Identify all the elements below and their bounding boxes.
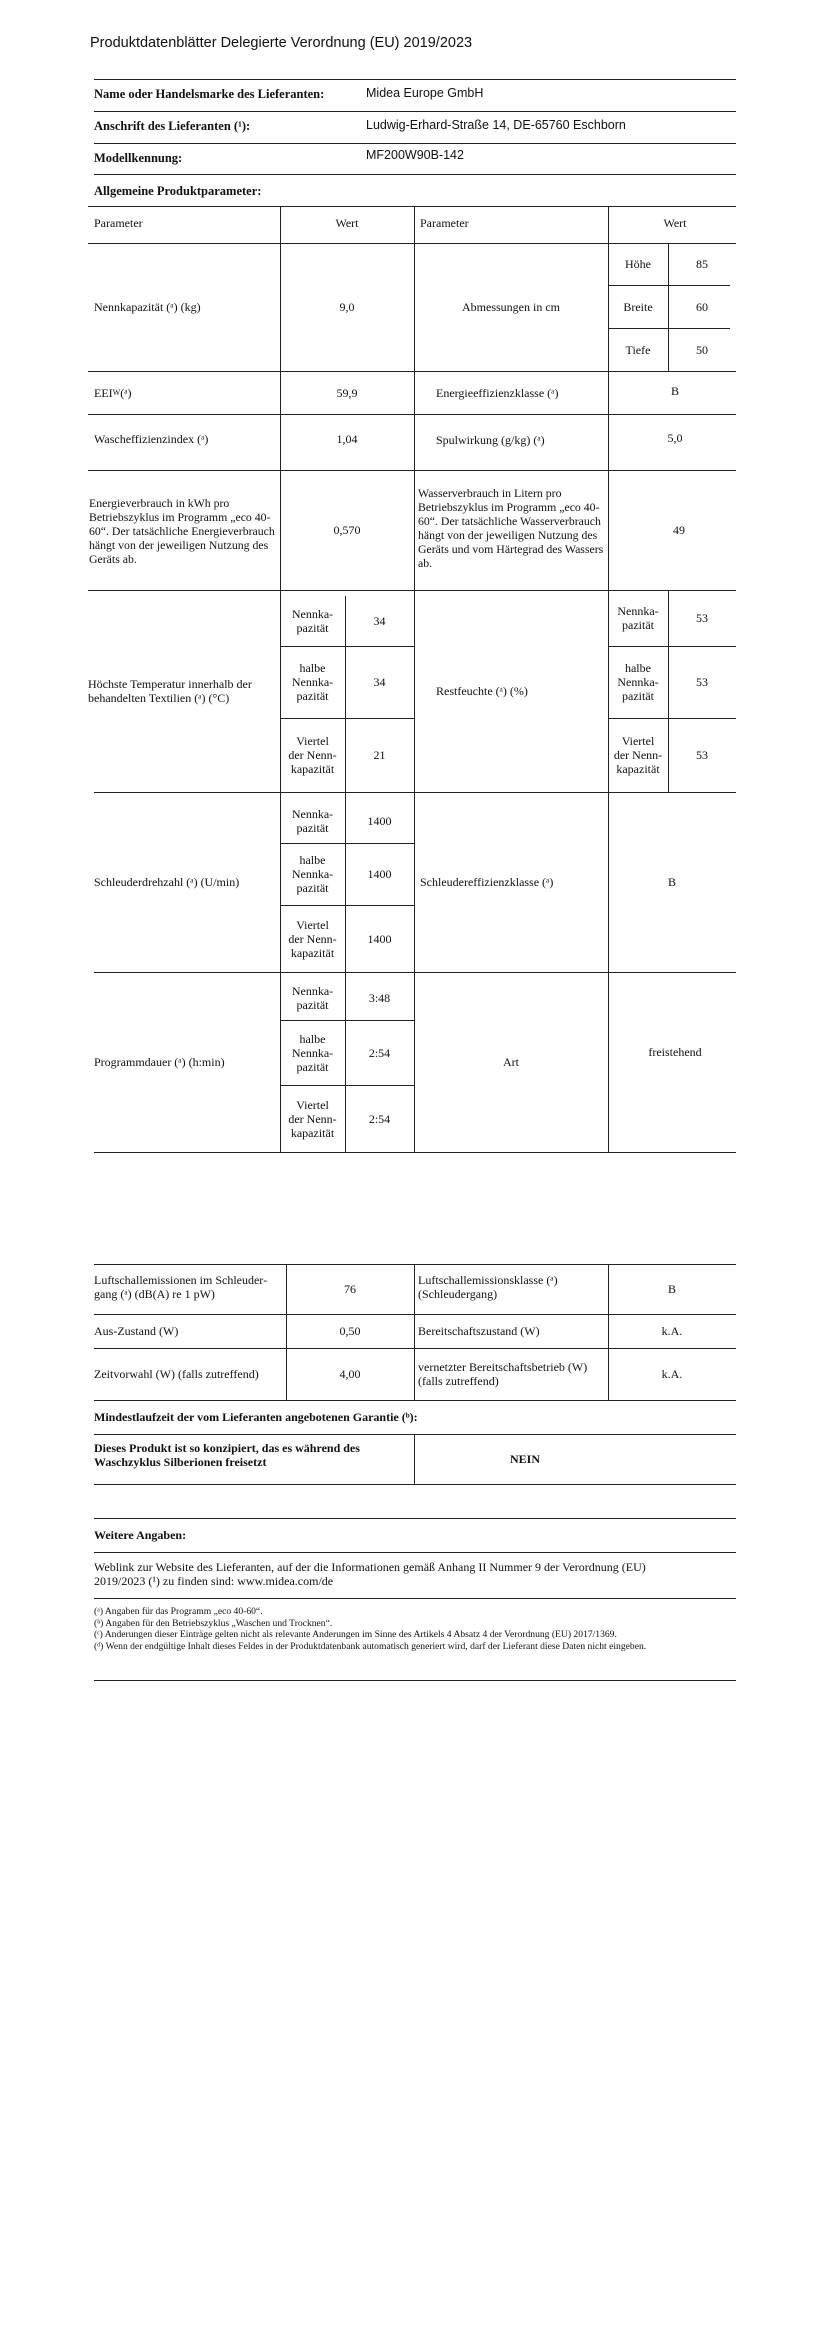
network-standby-value: k.A. <box>661 1367 683 1381</box>
footnotes <box>94 1606 736 1652</box>
height-label: Höhe <box>625 257 651 271</box>
spin-quarter-label: Viertel der Nenn- kapazität <box>288 917 337 960</box>
spin-quarter-value: 1400 <box>367 931 392 946</box>
capacity-value: 9,0 <box>339 300 355 314</box>
temperature-label: Höchste Temperatur innerhalb der behandelten Textilien (ᵃ) (°C) <box>88 677 252 705</box>
model-label: Modellkennung: <box>94 151 183 165</box>
noise-value: 76 <box>344 1282 356 1296</box>
noise-class-value: B <box>667 1282 676 1296</box>
footnote-c: (ᶜ) Anderungen dieser Einträge gelten nicht als relevante Anderungen im Sinne des Artikels 4 Absatz 4 der Verordnung (EU) 2017/1369. <box>94 1629 617 1640</box>
moisture-rated-label: Nennka- pazität <box>617 604 659 632</box>
header-value: Wert <box>335 216 359 230</box>
header-value-2: Wert <box>663 216 687 230</box>
spin-rated-value: 1400 <box>367 813 392 828</box>
divider <box>94 1552 736 1553</box>
wash-index-label: Wascheffizienzindex (ᵃ) <box>94 432 209 446</box>
eei-value: 59,9 <box>336 385 358 400</box>
eei-label: EEI W (ᵃ) <box>94 385 132 400</box>
duration-rated-label: Nennka- pazität <box>291 984 334 1012</box>
type-label: Art <box>503 1055 519 1069</box>
water-consumption-value: 49 <box>673 523 685 537</box>
standby-value: k.A. <box>661 1324 683 1338</box>
duration-half-label: halbe Nennka- pazität <box>291 1031 334 1074</box>
network-standby-label: vernetzter Bereitschaftsbetrieb (W) (falls zutreffend) <box>418 1360 588 1388</box>
capacity-label: Nennkapazität (ᵃ) (kg) <box>94 300 201 314</box>
duration-quarter-value: 2:54 <box>368 1111 391 1126</box>
moisture-quarter-label: Viertel der Nenn- kapazität <box>613 734 663 776</box>
header-parameter: Parameter <box>94 216 143 230</box>
temp-half-value: 34 <box>373 675 386 689</box>
type-value: freistehend <box>648 1045 702 1059</box>
delay-start-value: 4,00 <box>339 1367 361 1381</box>
width-label: Breite <box>623 299 653 314</box>
col-divider <box>414 1264 415 1400</box>
footnote-b: (ᵇ) Angaben für den Betriebszyklus „Waschen und Trocknen“. <box>94 1617 333 1629</box>
moisture-rated-value: 53 <box>696 611 708 625</box>
width-value: 60 <box>696 299 708 314</box>
temp-quarter-value: 21 <box>373 748 386 762</box>
height-value: 85 <box>696 257 708 271</box>
energy-class-value: B <box>670 384 679 398</box>
temp-rated-value: 34 <box>373 614 386 628</box>
spin-rated-label: Nennka- pazität <box>291 806 334 835</box>
silver-ions-value: NEIN <box>509 1452 540 1466</box>
spin-speed-label: Schleuderdrehzahl (ᵃ) (U/min) <box>94 875 240 889</box>
moisture-quarter-value: 53 <box>696 748 708 762</box>
depth-label: Tiefe <box>625 342 651 357</box>
divider <box>94 111 736 112</box>
standby-label: Bereitschaftszustand (W) <box>418 1324 540 1338</box>
energy-consumption-value: 0,570 <box>333 523 361 537</box>
noise-label: Luftschallemissionen im Schleudergang (ᵃ) (dB(A) re 1 pW) <box>94 1273 268 1301</box>
supplier-address-value: Ludwig-Erhard-Straße 14, DE-65760 Eschborn <box>366 118 626 132</box>
model-value: MF200W90B-142 <box>366 148 464 162</box>
moisture-half-value: 53 <box>696 675 708 689</box>
spin-class-value: B <box>667 875 676 889</box>
energy-consumption-label: Energieverbrauch in kWh pro Betriebszyklus im Programm „eco 40-60“. Der tatsächliche Energieverbrauch hängt von der jeweiligen Nutzung des Geräts ab. <box>89 496 275 566</box>
off-mode-label: Aus-Zustand (W) <box>94 1324 179 1338</box>
spin-class-label: Schleudereffizienzklasse (ᵃ) <box>420 875 554 889</box>
further-info-label: Weitere Angaben: <box>94 1528 187 1542</box>
dimensions-label: Abmessungen in cm <box>462 300 560 314</box>
moisture-label: Restfeuchte (ᵃ) (%) <box>436 684 528 698</box>
wash-index-value: 1,04 <box>336 432 358 446</box>
page-title: Produktdatenblätter Delegierte Verordnung (EU) 2019/2023 <box>90 35 473 51</box>
duration-half-value: 2:54 <box>368 1045 391 1060</box>
supplier-name-value: Midea Europe GmbH <box>366 86 484 100</box>
delay-start-label: Zeitvorwahl (W) (falls zutreffend) <box>94 1367 259 1381</box>
spin-half-value: 1400 <box>367 867 392 881</box>
energy-class-label: Energieeffizienzklasse (ᵃ) <box>436 385 559 400</box>
footnote-d: (ᵈ) Wenn der endgültige Inhalt dieses Feldes in der Produktdatenbank automatisch generiert wird, darf der Lieferant diese Daten nicht eingeben. <box>94 1640 647 1652</box>
moisture-half-label: halbe Nennka- pazität <box>617 661 659 703</box>
off-mode-value: 0,50 <box>339 1324 361 1338</box>
rinse-value: 5,0 <box>667 431 683 445</box>
weblink-text: Weblink zur Website des Lieferanten, auf der die Informationen gemäß Anhang II Nummer 9 der Verordnung (EU) 2019/2023 (¹) zu finden sind: www.midea.com/de <box>94 1560 646 1588</box>
duration-rated-value: 3:48 <box>368 991 391 1005</box>
header-parameter-2: Parameter <box>420 216 469 230</box>
supplier-name-label: Name oder Handelsmarke des Lieferanten: <box>94 87 325 101</box>
supplier-address-label: Anschrift des Lieferanten (¹): <box>94 119 251 133</box>
divider <box>94 174 736 175</box>
water-consumption-label: Wasserverbrauch in Litern pro Betriebszyklus im Programm „eco 40-60“. Der tatsächliche Wasserverbrauch hängt von der jeweiligen Nutzung des Geräts und vom Härtegrad des Wassers ab. <box>418 486 604 570</box>
duration-quarter-label: Viertel der Nenn- kapazität <box>288 1097 337 1140</box>
row-divider <box>94 1484 736 1485</box>
temp-half-label: halbe Nennka- pazität <box>291 661 334 703</box>
rinse-label: Spulwirkung (g/kg) (ᵃ) <box>436 433 545 447</box>
temp-rated-label: Nennka- pazität <box>291 607 334 635</box>
table-top-border <box>88 206 736 207</box>
footnote-a: (ᵃ) Angaben für das Programm „eco 40-60“. <box>94 1606 263 1617</box>
warranty-label: Mindestlaufzeit der vom Lieferanten angebotenen Garantie (ᵇ): <box>94 1410 418 1424</box>
divider <box>94 79 736 80</box>
noise-class-label: Luftschallemissionsklasse (ᵃ) (Schleudergang) <box>418 1273 558 1301</box>
general-params-label: Allgemeine Produktparameter: <box>94 184 262 198</box>
divider <box>94 143 736 144</box>
temp-quarter-label: Viertel der Nenn- kapazität <box>288 734 337 776</box>
divider <box>94 1680 736 1681</box>
divider <box>94 1598 736 1599</box>
duration-label: Programmdauer (ᵃ) (h:min) <box>94 1055 225 1069</box>
table-bottom-border <box>94 1152 736 1153</box>
spin-half-label: halbe Nennka- pazität <box>291 853 334 895</box>
depth-value: 50 <box>696 342 708 357</box>
silver-ions-label: Dieses Produkt ist so konzipiert, das es während des Waschzyklus Silberionen freisetzt <box>94 1441 360 1469</box>
divider <box>94 1518 736 1519</box>
